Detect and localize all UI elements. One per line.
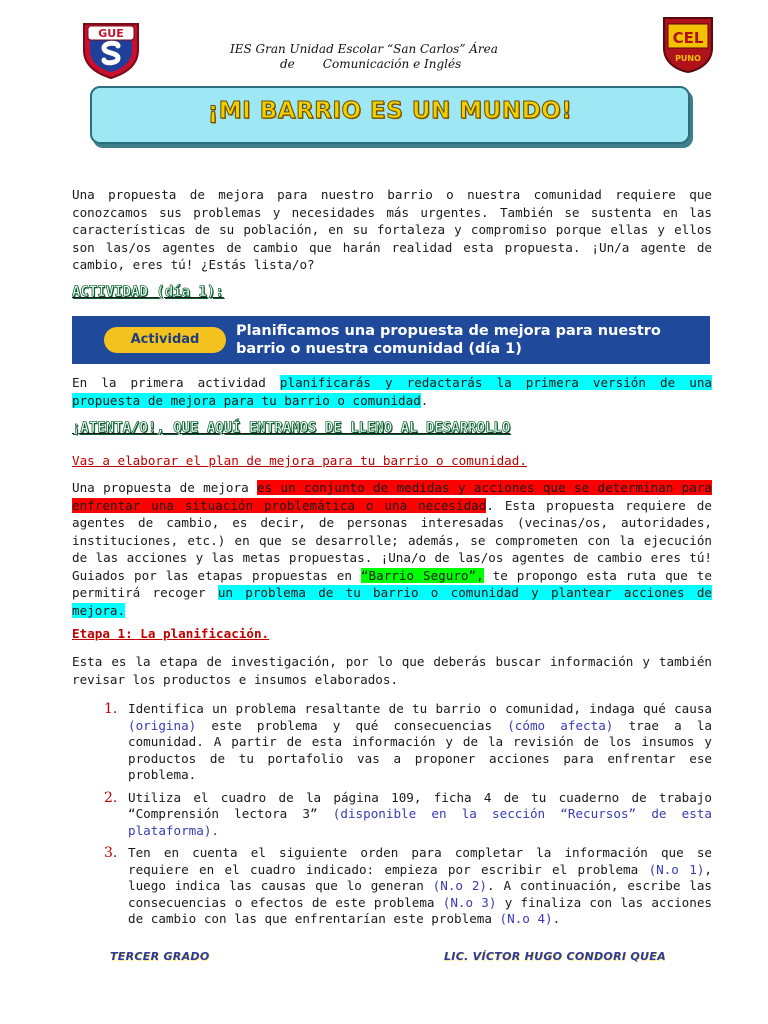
first-activity-paragraph: En la primera actividad planificarás y redactarás la primera versión de una propuesta de mejora para tu barrio o comunidad. xyxy=(72,375,712,408)
logo-right-sub: PUNO xyxy=(675,54,701,63)
school-line-2a: de xyxy=(280,57,295,71)
activity-heading: ACTIVIDAD (día 1): xyxy=(72,284,224,300)
list-item: 2. Utiliza el cuadro de la página 109, ficha 4 de tu cuaderno de trabajo “Comprensión lectora 3” (disponible en la sección “Recursos” de esta plataforma). xyxy=(104,789,712,838)
activity-pill: Actividad xyxy=(104,327,226,353)
logo-left-text: GUE xyxy=(98,27,124,40)
intro-paragraph: Una propuesta de mejora para nuestro barrio o nuestra comunidad requiere que conozcamos sus problemas y necesidades más urgentes. También se sustenta en las características de su población, en su fortaleza y compromiso porque ellas y ellos son las/os agentes de cambio que harán realidad esta propuesta. ¡Un/a agente de cambio, eres tú! ¿Estás lista/o? xyxy=(72,187,712,272)
barrio-seguro-highlight: “Barrio Seguro”, xyxy=(360,567,484,583)
cel-puno-logo xyxy=(660,14,716,74)
school-header xyxy=(230,42,570,72)
school-shield-logo xyxy=(78,20,144,80)
list-item: 1. Identifica un problema resaltante de tu barrio o comunidad, indaga qué causa (origina) este problema y qué consecuencias (cómo afecta) trae a la comunidad. A partir de esta información y de la revisión de los insumos y productos de tu portafolio vas a proponer acciones para enfrentar ese problema. xyxy=(104,701,713,782)
first-activity-highlight: planificarás y redactarás la primera versión de una propuesta de mejora para tu barrio o comunidad xyxy=(72,375,712,408)
logo-right-text: CEL xyxy=(672,29,704,47)
plan-paragraph: Una propuesta de mejora es un conjunto de medidas y acciones que se determinan para enfrentar una situación problemática o una necesidad. Esta propuesta requiere de agentes de cambio, es decir, de personas interesadas (vecinas/os, autoridades, instituciones, etc.) en que se desarrolle; además, se comprometen con la ejecución de las acciones y las metas propuestas. ¡Una/o de las/os agentes de cambio eres tú! Guiados por las etapas propuestas en “Barrio Seguro”, te propongo esta ruta que te permitirá recoger un problema de tu barrio o comunidad y plantear acciones de mejora. xyxy=(72,480,712,618)
activity-banner-text: Planificamos una propuesta de mejora para nuestro barrio o nuestra comunidad (día 1) xyxy=(236,323,661,357)
first-activity-lead: En la primera actividad xyxy=(72,375,280,390)
footer-grade: TERCER GRADO xyxy=(110,950,210,963)
definition-highlight: es un conjunto de medidas y acciones que se determinan para enfrentar una situación problemática o una necesidad xyxy=(72,480,712,513)
footer-teacher: LIC. VÍCTOR HUGO CONDORI QUEA xyxy=(444,950,666,963)
list-item: 3. Ten en cuenta el siguiente orden para completar la información que se requiere en el cuadro indicado: empieza por escribir el problema (N.o 1), luego indica las causas que lo generan (N.o 2). A continuación, escribe las consecuencias o efectos de este problema (N.o 3) y finaliza con las acciones de cambio con las que enfrentarían este problema (N.o 4). xyxy=(104,845,713,926)
steps-list xyxy=(100,701,712,934)
school-line-1: IES Gran Unidad Escolar “San Carlos” Área xyxy=(230,42,498,56)
goal-highlight: un problema de tu barrio o comunidad y plantear acciones de mejora. xyxy=(72,585,712,618)
page-title: ¡MI BARRIO ES UN MUNDO! xyxy=(207,98,573,124)
title-banner xyxy=(90,86,690,144)
school-line-2b: Comunicación e Inglés xyxy=(322,57,462,71)
atenta-heading: ¡ATENTA/O!, QUE AQUÍ ENTRAMOS DE LLENO AL DESARROLLO xyxy=(72,420,511,436)
activity-banner xyxy=(72,316,710,364)
plan-subtitle: Vas a elaborar el plan de mejora para tu barrio o comunidad. xyxy=(72,453,527,468)
etapa-heading: Etapa 1: La planificación. xyxy=(72,626,270,641)
etapa-paragraph: Esta es la etapa de investigación, por lo que deberás buscar información y también revisar los productos e insumos elaborados. xyxy=(72,654,712,687)
